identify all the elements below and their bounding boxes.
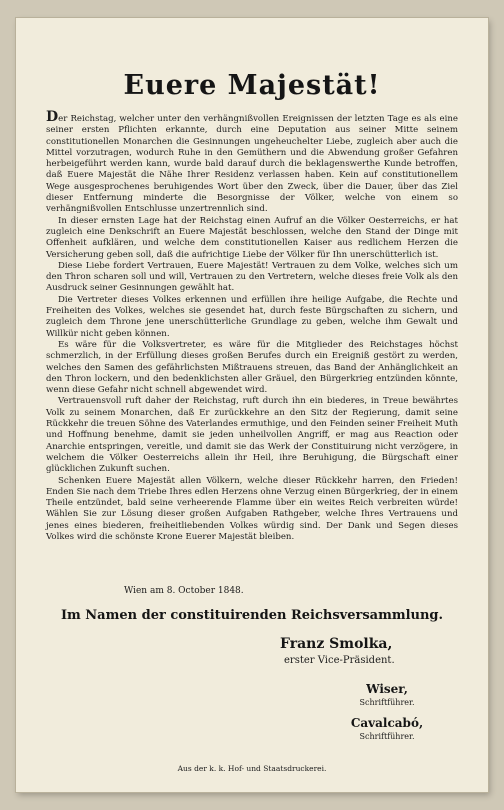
secretary-2-title: Schriftführer. (359, 732, 415, 741)
document-title: Euere Majestät! (123, 70, 381, 101)
dateline: Wien am 8. October 1848. (124, 586, 244, 596)
paragraph-1 (46, 109, 458, 216)
president-name: Franz Smolka, (280, 636, 393, 652)
drop-cap: D (46, 109, 59, 125)
assembly-heading: Im Namen der constituirenden Reichsversammlung. (60, 608, 444, 623)
proclamation-sheet (16, 18, 488, 792)
paragraph-2: In dieser ernsten Lage hat der Reichstag einen Aufruf an die Völker Oesterreichs, er hat zugleich eine Denkschrift an Euere Majestät beschlossen, welche den Stand der Dinge mit Offenheit aufklären, und welche dem constitutionellen Kaiser aus redlichem Herzen die Versicherung geben soll, daß die aufrichtige Liebe der Völker für Ihn unerschütterlich ist. (46, 215, 458, 260)
secretary-1-name: Wiser, (366, 682, 408, 696)
printer-imprint: Aus der k. k. Hof- und Staatsdruckerei. (177, 764, 327, 773)
paragraph-7: Schenken Euere Majestät allen Völkern, welche dieser Rückkehr harren, den Frieden! Enden Sie nach dem Triebe Ihres edlen Herzens ohne Verzug einen Bürgerkrieg, der in einem Theile entzündet, bald seine verheerende Flamme über ein weites Reich verbreiten würde! Wählen Sie zur Lösung dieser großen Aufgaben Rathgeber, welche Ihres Vertrauens und jenes eines biederen, freiheitliebenden Volkes würdig sind. Der Dank und Segen dieses Volkes wird die schönste Krone Euerer Majestät bleiben. (46, 475, 458, 542)
paragraph-3: Diese Liebe fordert Vertrauen, Euere Majestät! Vertrauen zu dem Volke, welches sich um den Thron scharen soll und will, Vertrauen zu den Vertretern, welche dieses freie Volk als den Ausdruck seiner Gesinnungen gewählt hat. (46, 260, 458, 294)
paragraph-6: Vertrauensvoll ruft daher der Reichstag, ruft durch ihn ein biederes, in Treue bewährtes Volk zu seinem Monarchen, daß Er zurückkehre an den Sitz der Regierung, damit seine Rückkehr die treuen Söhne des Vaterlandes ermuthige, und den Feinden seiner Freiheit Muth und Hoffnung benehme, damit sie jeden unheilvollen Angriff, er mag aus Reaction oder Anarchie entspringen, vereitle, und damit sie das Werk der Constituirung nicht verzögere, in welchem die Völker Oesterreichs allein ihr Heil, ihre Beruhigung, die Bürgschaft einer glücklichen Zukunft suchen. (46, 396, 458, 475)
paragraph-5: Es wäre für die Volksvertreter, es wäre für die Mitglieder des Reichstages höchst schmerzlich, in der Erfüllung dieses großen Berufes durch ein Ereigniß gestört zu werden, welches den Samen des gefährlichsten Mißtrauens streuen, das Band der Anhänglichkeit an den Thron lockern, und den bedenklichsten aller Gräuel, den Bürgerkrieg entzünden könnte, wenn diese Gefahr nicht schnell abgewendet wird. (46, 339, 458, 396)
paragraph-4: Die Vertreter dieses Volkes erkennen und erfüllen ihre heilige Aufgabe, die Rechte und Freiheiten des Volkes, welches sie gesendet hat, durch feste Bürgschaften zu sichern, und zugleich dem Throne jene unerschütterliche Grundlage zu geben, welche ihm Gewalt und Willkür nicht geben können. (46, 294, 458, 339)
secretary-2-name: Cavalcabó, (350, 716, 424, 730)
secretary-1-title: Schriftführer. (359, 698, 415, 707)
paragraph-1-text: er Reichstag, welcher unter den verhängnißvollen Ereignissen der letzten Tage es als eine seiner ersten Pflichten erkannte, durch eine Deputation aus seiner Mitte seinem constitutionellen Monarchen die Gesinnungen ungeheuchelter Liebe, zugleich aber auch die Mittel vorzutragen, wodurch Ruhe in den Gemüthern und die Abwendung großer Gefahren herbeigeführt werden kann, wurde bald darauf durch die beklagenswerthe Kunde betroffen, daß Euere Majestät die Nähe Ihrer Residenz verlassen haben. Kein auf constitutionellem Wege ausgesprochenes beruhigendes Wort über den Zweck, über die Dauer, über das Ziel dieser Entfernung minderte die Besorgnisse der Völker, welche von einem so verhängnißvollen Entschlusse unzertrennlich sind. (46, 114, 458, 215)
document-body (46, 109, 458, 543)
president-title: erster Vice-Präsident. (284, 655, 395, 666)
